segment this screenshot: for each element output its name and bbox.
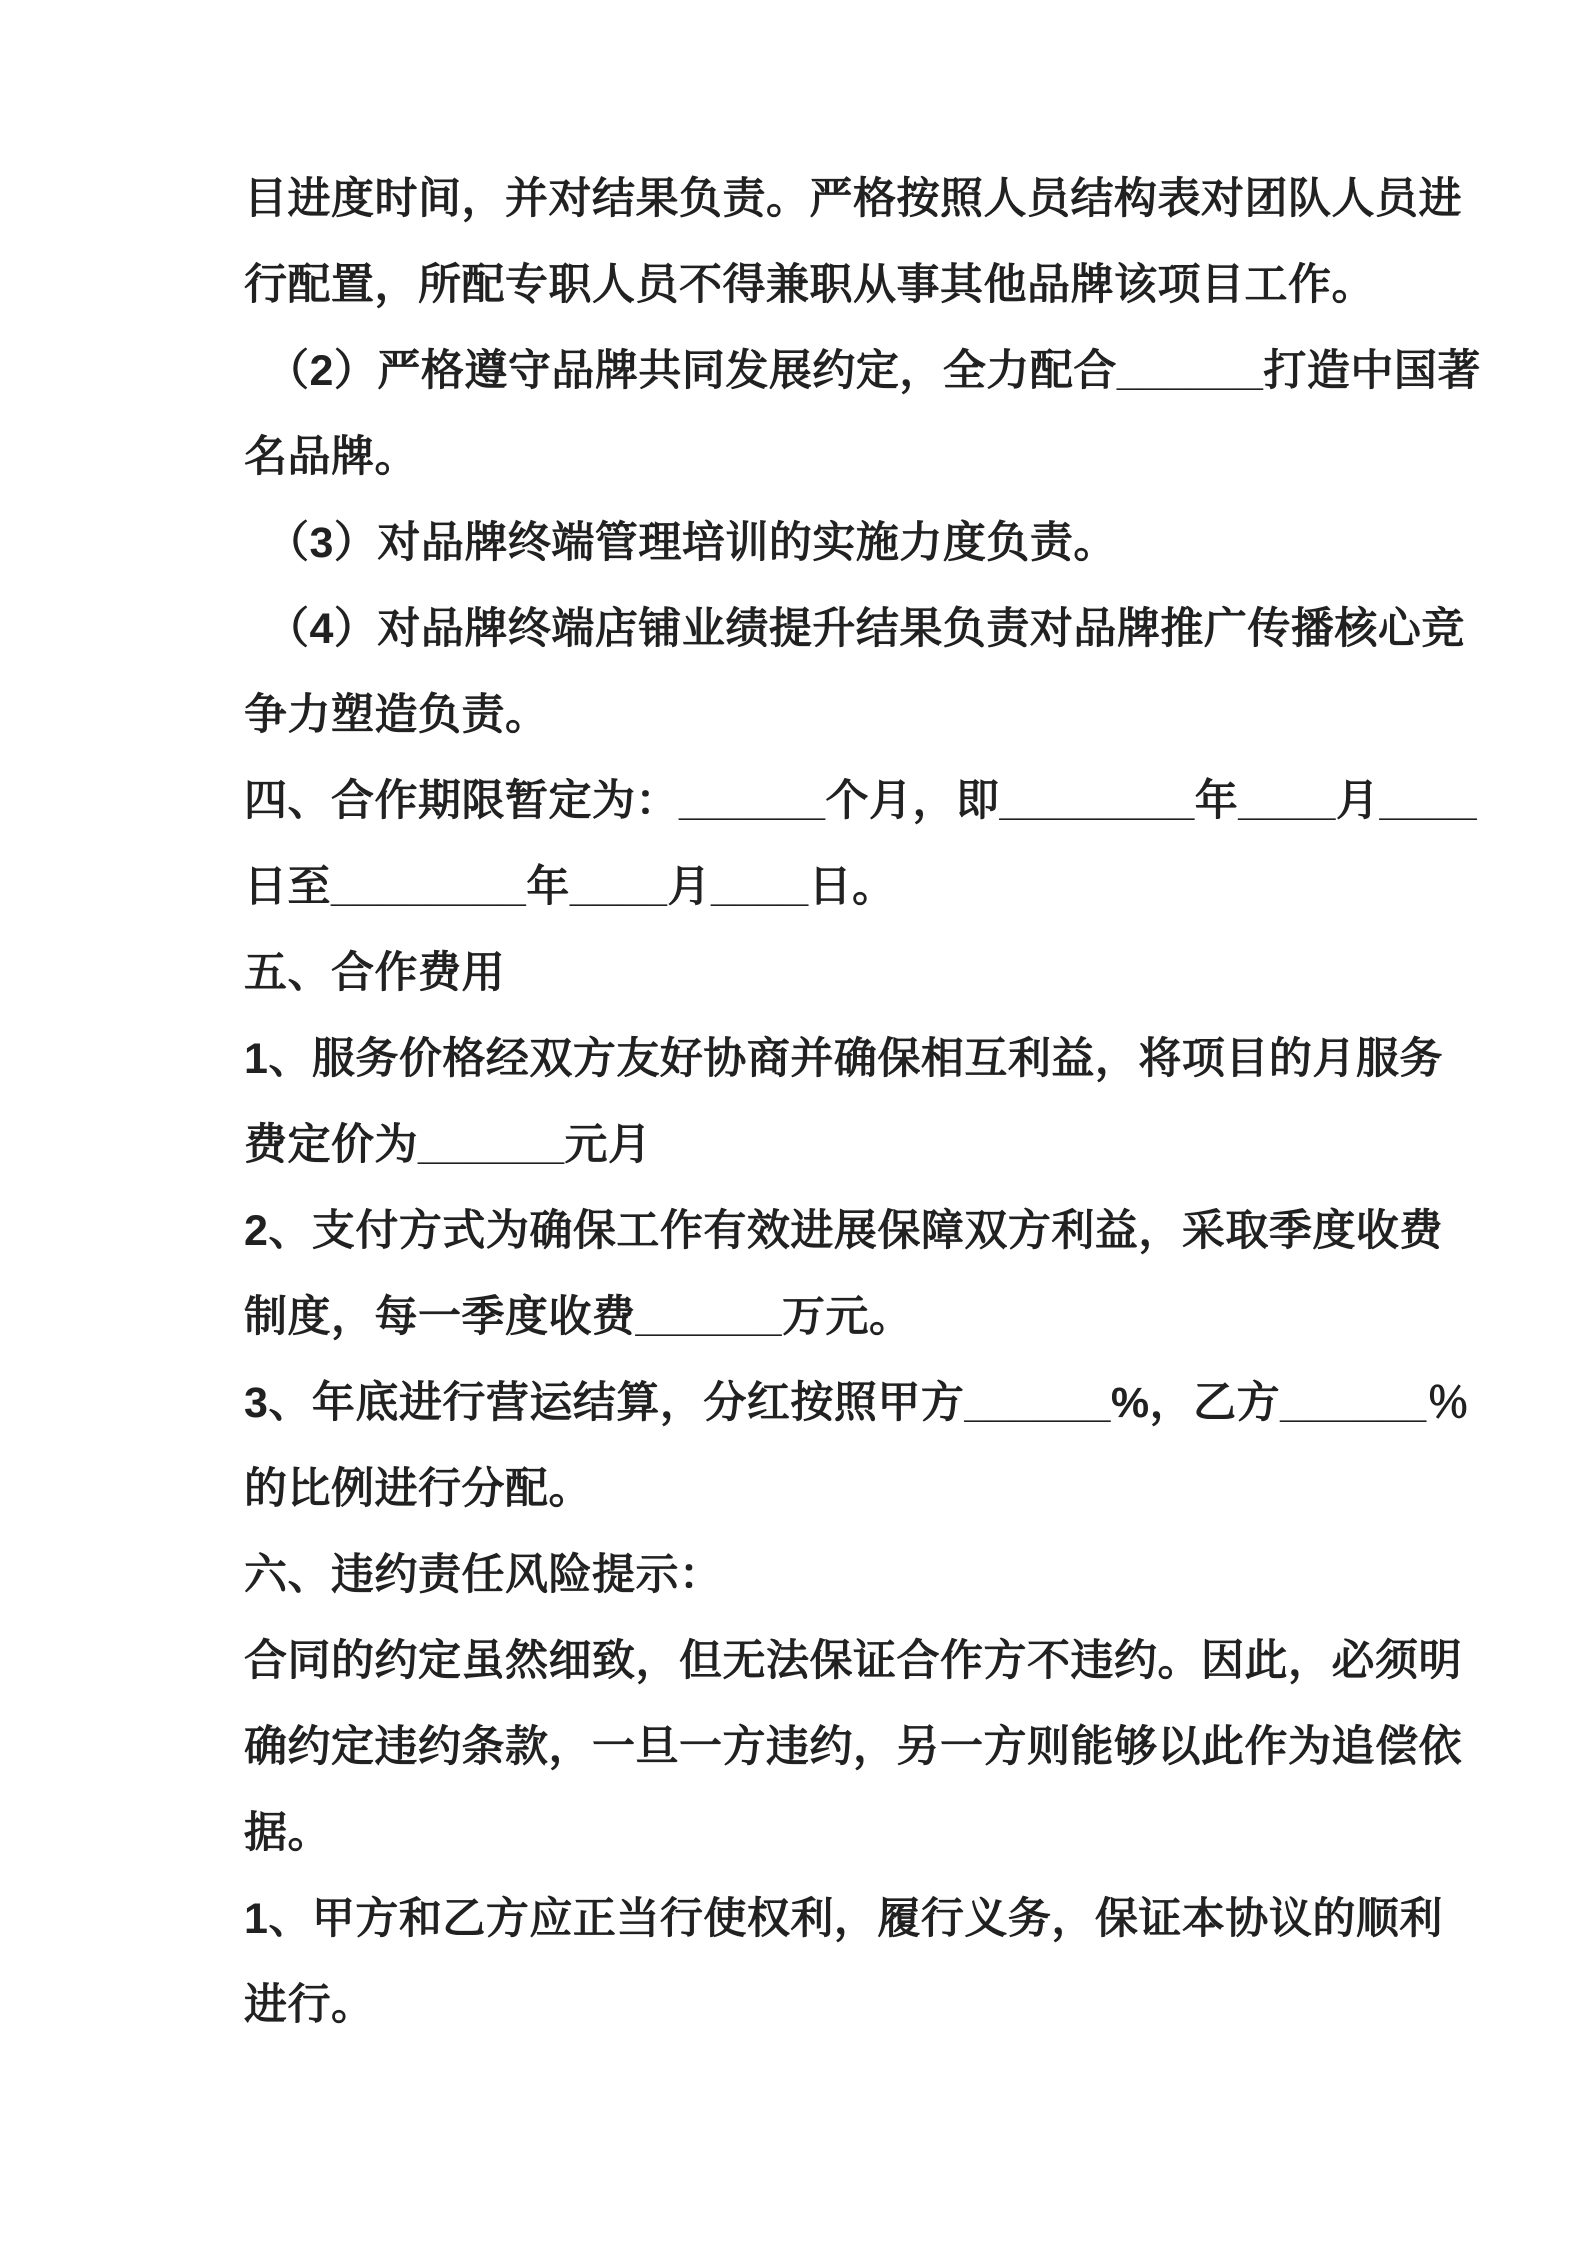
text-line-item-1b: 1、甲方和乙方应正当行使权利，履行义务，保证本协议的顺利 <box>244 1895 1443 1943</box>
text-line: 确约定违约条款，一旦一方违约，另一方则能够以此作为追偿依 <box>244 1723 1462 1771</box>
text-line-section-4: 四、合作期限暂定为：______个月，即________年____月____ <box>244 777 1478 825</box>
text-line: 行配置，所配专职人员不得兼职从事其他品牌该项目工作。 <box>244 261 1375 309</box>
text-line-item-3: 3、年底进行营运结算，分红按照甲方______%，乙方______％ <box>244 1379 1471 1427</box>
text-line: 的比例进行分配。 <box>244 1465 592 1513</box>
text-line-item-1: 1、服务价格经双方友好协商并确保相互利益，将项目的月服务 <box>244 1035 1443 1083</box>
text-line: 制度，每一季度收费______万元。 <box>244 1293 913 1341</box>
text-line-clause-3: （3）对品牌终端管理培训的实施力度负责。 <box>266 519 1117 567</box>
text-line: 合同的约定虽然细致，但无法保证合作方不违约。因此，必须明 <box>244 1637 1462 1685</box>
contract-text-block <box>244 156 1481 2048</box>
text-line: 费定价为______元月 <box>244 1121 652 1169</box>
text-line: 日至________年____月____日。 <box>244 863 896 911</box>
text-line: 名品牌。 <box>244 433 418 481</box>
text-line-clause-4: （4）对品牌终端店铺业绩提升结果负责对品牌推广传播核心竞 <box>266 605 1465 653</box>
text-line-section-5-heading: 五、合作费用 <box>244 949 505 997</box>
text-line: 争力塑造负责。 <box>244 691 549 739</box>
text-line: 进行。 <box>244 1981 375 2029</box>
text-line-section-6-heading: 六、违约责任风险提示： <box>244 1551 723 1599</box>
text-line: 据。 <box>244 1809 331 1857</box>
text-line-item-2: 2、支付方式为确保工作有效进展保障双方利益，采取季度收费 <box>244 1207 1443 1255</box>
text-line-clause-2: （2）严格遵守品牌共同发展约定，全力配合______打造中国著 <box>266 347 1481 395</box>
text-line: 目进度时间，并对结果负责。严格按照人员结构表对团队人员进 <box>244 175 1462 223</box>
